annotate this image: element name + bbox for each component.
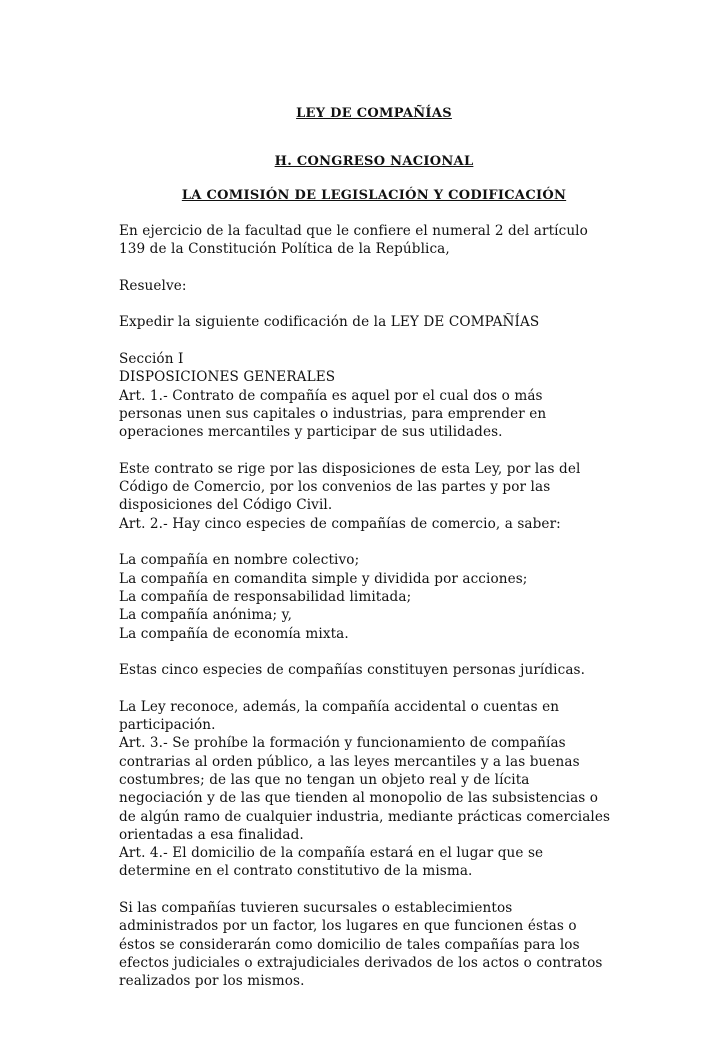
paragraph <box>119 899 639 990</box>
text-line: costumbres; de las que no tengan un objeto real y de lícita <box>119 771 530 788</box>
text-line: Expedir la siguiente codificación de la LEY DE COMPAÑÍAS <box>119 314 540 331</box>
text-line: La compañía en nombre colectivo; <box>119 552 360 569</box>
text-line: administrados por un factor, los lugares en que funcionen éstas o <box>119 918 577 935</box>
text-line: de algún ramo de cualquier industria, mediante prácticas comerciales <box>119 808 611 825</box>
issuer-heading: H. CONGRESO NACIONAL <box>274 154 474 169</box>
text-line: efectos judiciales o extrajudiciales derivados de los actos o contratos <box>119 954 603 971</box>
text-line: operaciones mercantiles y participar de sus utilidades. <box>119 424 503 441</box>
text-line: Art. 2.- Hay cinco especies de compañías de comercio, a saber: <box>119 515 561 532</box>
text-line: Sección I <box>119 351 184 368</box>
text-line: participación. <box>119 717 216 734</box>
text-line: disposiciones del Código Civil. <box>119 497 333 514</box>
paragraph <box>119 350 639 441</box>
text-line: negociación y de las que tienden al monopolio de las subsistencias o <box>119 790 599 807</box>
paragraph-gap <box>119 295 639 313</box>
paragraph-gap <box>119 332 639 350</box>
text-line: La Ley reconoce, además, la compañía accidental o cuentas en <box>119 698 560 715</box>
text-line: En ejercicio de la facultad que le confiere el numeral 2 del artículo <box>119 223 588 239</box>
text-line: La compañía de economía mixta. <box>119 625 349 642</box>
text-line: determine en el contrato constitutivo de la misma. <box>119 863 473 880</box>
text-line: La compañía anónima; y, <box>119 607 293 624</box>
document-title: LEY DE COMPAÑÍAS <box>296 106 452 121</box>
text-line: La compañía de responsabilidad limitada; <box>119 588 412 605</box>
paragraph-gap <box>119 679 639 697</box>
text-line: DISPOSICIONES GENERALES <box>119 369 336 386</box>
text-line: Art. 4.- El domicilio de la compañía estará en el lugar que se <box>119 845 544 862</box>
paragraph-gap <box>119 259 639 277</box>
text-line: La compañía en comandita simple y dividida por acciones; <box>119 570 528 587</box>
commission-heading: LA COMISIÓN DE LEGISLACIÓN Y CODIFICACIÓN <box>181 188 567 203</box>
text-line: personas unen sus capitales o industrias, para emprender en <box>119 405 547 422</box>
text-line: 139 de la Constitución Política de la República, <box>119 241 450 258</box>
paragraph <box>119 222 639 259</box>
text-line: Resuelve: <box>119 277 187 294</box>
text-line: Este contrato se rige por las disposiciones de esta Ley, por las del <box>119 460 581 477</box>
text-line: contrarias al orden público, a las leyes mercantiles y a las buenas <box>119 753 580 770</box>
text-line: Estas cinco especies de compañías constituyen personas jurídicas. <box>119 662 586 679</box>
text-line: orientadas a esa finalidad. <box>119 826 304 843</box>
document-body <box>119 222 639 990</box>
text-line: Si las compañías tuvieren sucursales o establecimientos <box>119 899 513 916</box>
paragraph-gap <box>119 442 639 460</box>
paragraph-gap <box>119 643 639 661</box>
paragraph <box>119 551 639 642</box>
text-line: Art. 3.- Se prohíbe la formación y funcionamiento de compañías <box>119 735 566 752</box>
paragraph <box>119 661 639 679</box>
paragraph <box>119 277 639 295</box>
paragraph-gap <box>119 881 639 899</box>
text-line: Código de Comercio, por los convenios de las partes y por las <box>119 479 551 496</box>
text-line: Art. 1.- Contrato de compañía es aquel por el cual dos o más <box>119 387 543 404</box>
text-line: éstos se considerarán como domicilio de tales compañías para los <box>119 936 580 953</box>
paragraph-gap <box>119 533 639 551</box>
paragraph <box>119 313 639 331</box>
paragraph <box>119 698 639 881</box>
text-line: realizados por los mismos. <box>119 973 305 990</box>
paragraph <box>119 460 639 533</box>
